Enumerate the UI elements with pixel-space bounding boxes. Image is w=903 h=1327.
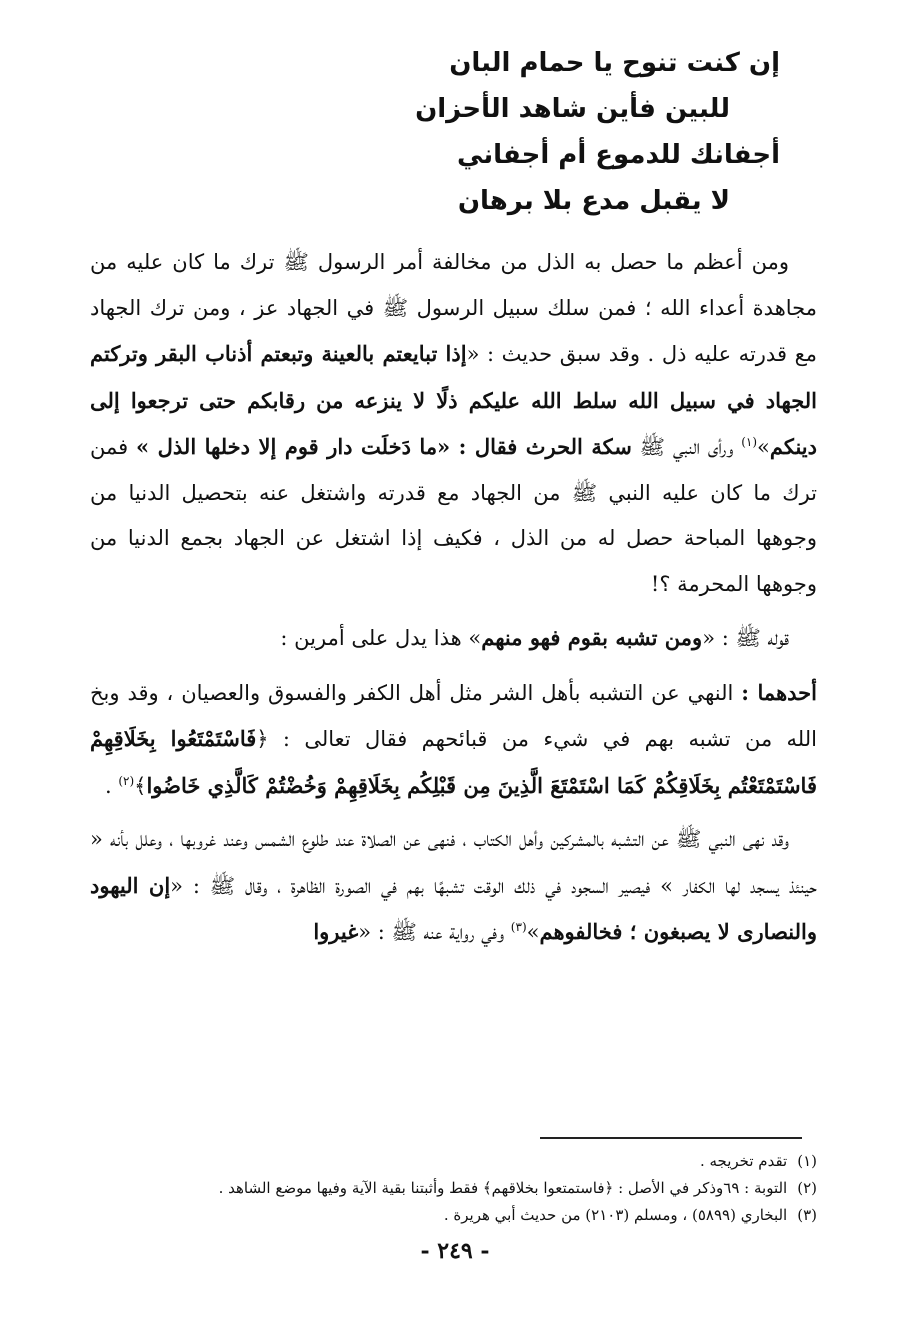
- footnote-ref: (٣): [510, 920, 527, 934]
- text-run: ﴾: [134, 773, 147, 798]
- text-run: .: [104, 773, 119, 798]
- footnote-text: التوبة : ٦٩وذكر في الأصل : ﴿فاستمتعوا بخلاقهم﴾ فقط وأثبتنا بقية الآية وفيها موضع الشاهد .: [218, 1179, 788, 1197]
- paragraph: [90, 817, 817, 956]
- paragraph: [90, 615, 817, 662]
- text-run: »: [526, 920, 540, 944]
- poem-line: للبين فأين شاهد الأحزان: [415, 94, 730, 124]
- footnote: [95, 1202, 817, 1229]
- footnote-ref: (١): [741, 435, 758, 449]
- text-run: ومن أعظم ما حصل به الذل من مخالفة أمر الرسول ﷺ ترك ما كان عليه من مجاهدة أعداء الله ؛ فمن سلك سبيل الرسول ﷺ في الجهاد عز ، ومن ترك الجهاد مع قدرته عليه ذل . وقد سبق حديث : «: [90, 250, 818, 366]
- main-text: [90, 240, 817, 956]
- hadith-quote: سكة الحرث فقال : «ما دَخلَت دار قوم إلا دخلها الذل »: [136, 434, 632, 459]
- text-run: فمن ترك ما كان عليه النبي ﷺ من الجهاد مع قدرته واشتغل عنه بتحصيل الدنيا من وجوهها المباحة حصل له من الذل ، فكيف إذا اشتغل عن الجهاد بجمع الدنيا من وجوهها المحرمة ؟!: [90, 435, 817, 596]
- text-run: قوله ﷺ : «: [702, 626, 789, 650]
- page-number: - ٢٤٩ -: [420, 1238, 490, 1264]
- footnotes: [95, 1148, 817, 1229]
- paragraph: [90, 240, 817, 607]
- footnote-number: (١): [797, 1152, 817, 1170]
- section-lead: أحدهما :: [741, 679, 817, 705]
- text-run: وفي رواية عنه ﷺ : «: [358, 920, 511, 944]
- footnote-separator: [540, 1137, 802, 1139]
- poem-line: إن كنت تنوح يا حمام البان: [449, 48, 780, 78]
- footnote-number: (٢): [797, 1179, 817, 1197]
- poem-verses: [150, 40, 790, 224]
- footnote: [95, 1148, 817, 1175]
- hadith-quote: غيروا: [313, 919, 359, 944]
- hadith-quote: إذا تبايعتم بالعينة وتبعتم أذناب البقر وتركتم الجهاد في سبيل الله سلط الله عليكم ذلًا لا ينزعه من رقابكم حتى ترجعوا إلى دينكم: [90, 341, 817, 459]
- poem-line: أجفانك للدموع أم أجفاني: [457, 140, 780, 170]
- footnote: [95, 1175, 817, 1202]
- footnote-text: تقدم تخريجه .: [699, 1152, 788, 1170]
- text-run: ورأى النبي ﷺ: [631, 435, 742, 459]
- hadith-quote: إن اليهود والنصارى لا يصبغون ؛ فخالفوهم: [90, 872, 817, 944]
- paragraph: [90, 670, 817, 810]
- footnote-text: البخاري (٥٨٩٩) ، ومسلم (٢١٠٣) من حديث أبي هريرة .: [443, 1206, 788, 1224]
- text-run: » هذا يدل على أمرين :: [280, 626, 482, 650]
- hadith-quote: ومن تشبه بقوم فهو منهم: [481, 625, 703, 650]
- text-run: وقد نهى النبي ﷺ عن التشبه بالمشركين وأهل الكتاب ، فنهى عن الصلاة عند طلوع الشمس وعند غروبها ، وعلل بأنه « حينئذ يسجد لها الكفار » فيصير السجود في ذلك الوقت تشبهًا بهم في الصورة الظاهرة ، وقال ﷺ : «: [90, 827, 817, 898]
- footnote-number: (٣): [797, 1206, 817, 1224]
- quran-verse: فَاسْتَمْتَعُوا بِخَلَاقِهِمْ فَاسْتَمْتَعْتُم بِخَلَاقِكُمْ كَمَا اسْتَمْتَعَ الَّذِينَ مِن قَبْلِكُم بِخَلَاقِهِمْ وَخُضْتُمْ كَالَّذِي خَاضُوا: [90, 726, 817, 798]
- footnote-ref: (٢): [118, 773, 135, 788]
- text-run: النهي عن التشبه بأهل الشر مثل أهل الكفر والفسوق والعصيان ، وقد وبخ الله من تشبه بهم في شيء من قبائحهم فقال تعالى : ﴿: [90, 680, 817, 751]
- text-run: »: [757, 435, 770, 459]
- poem-line: لا يقبل مدع بلا برهان: [457, 186, 730, 216]
